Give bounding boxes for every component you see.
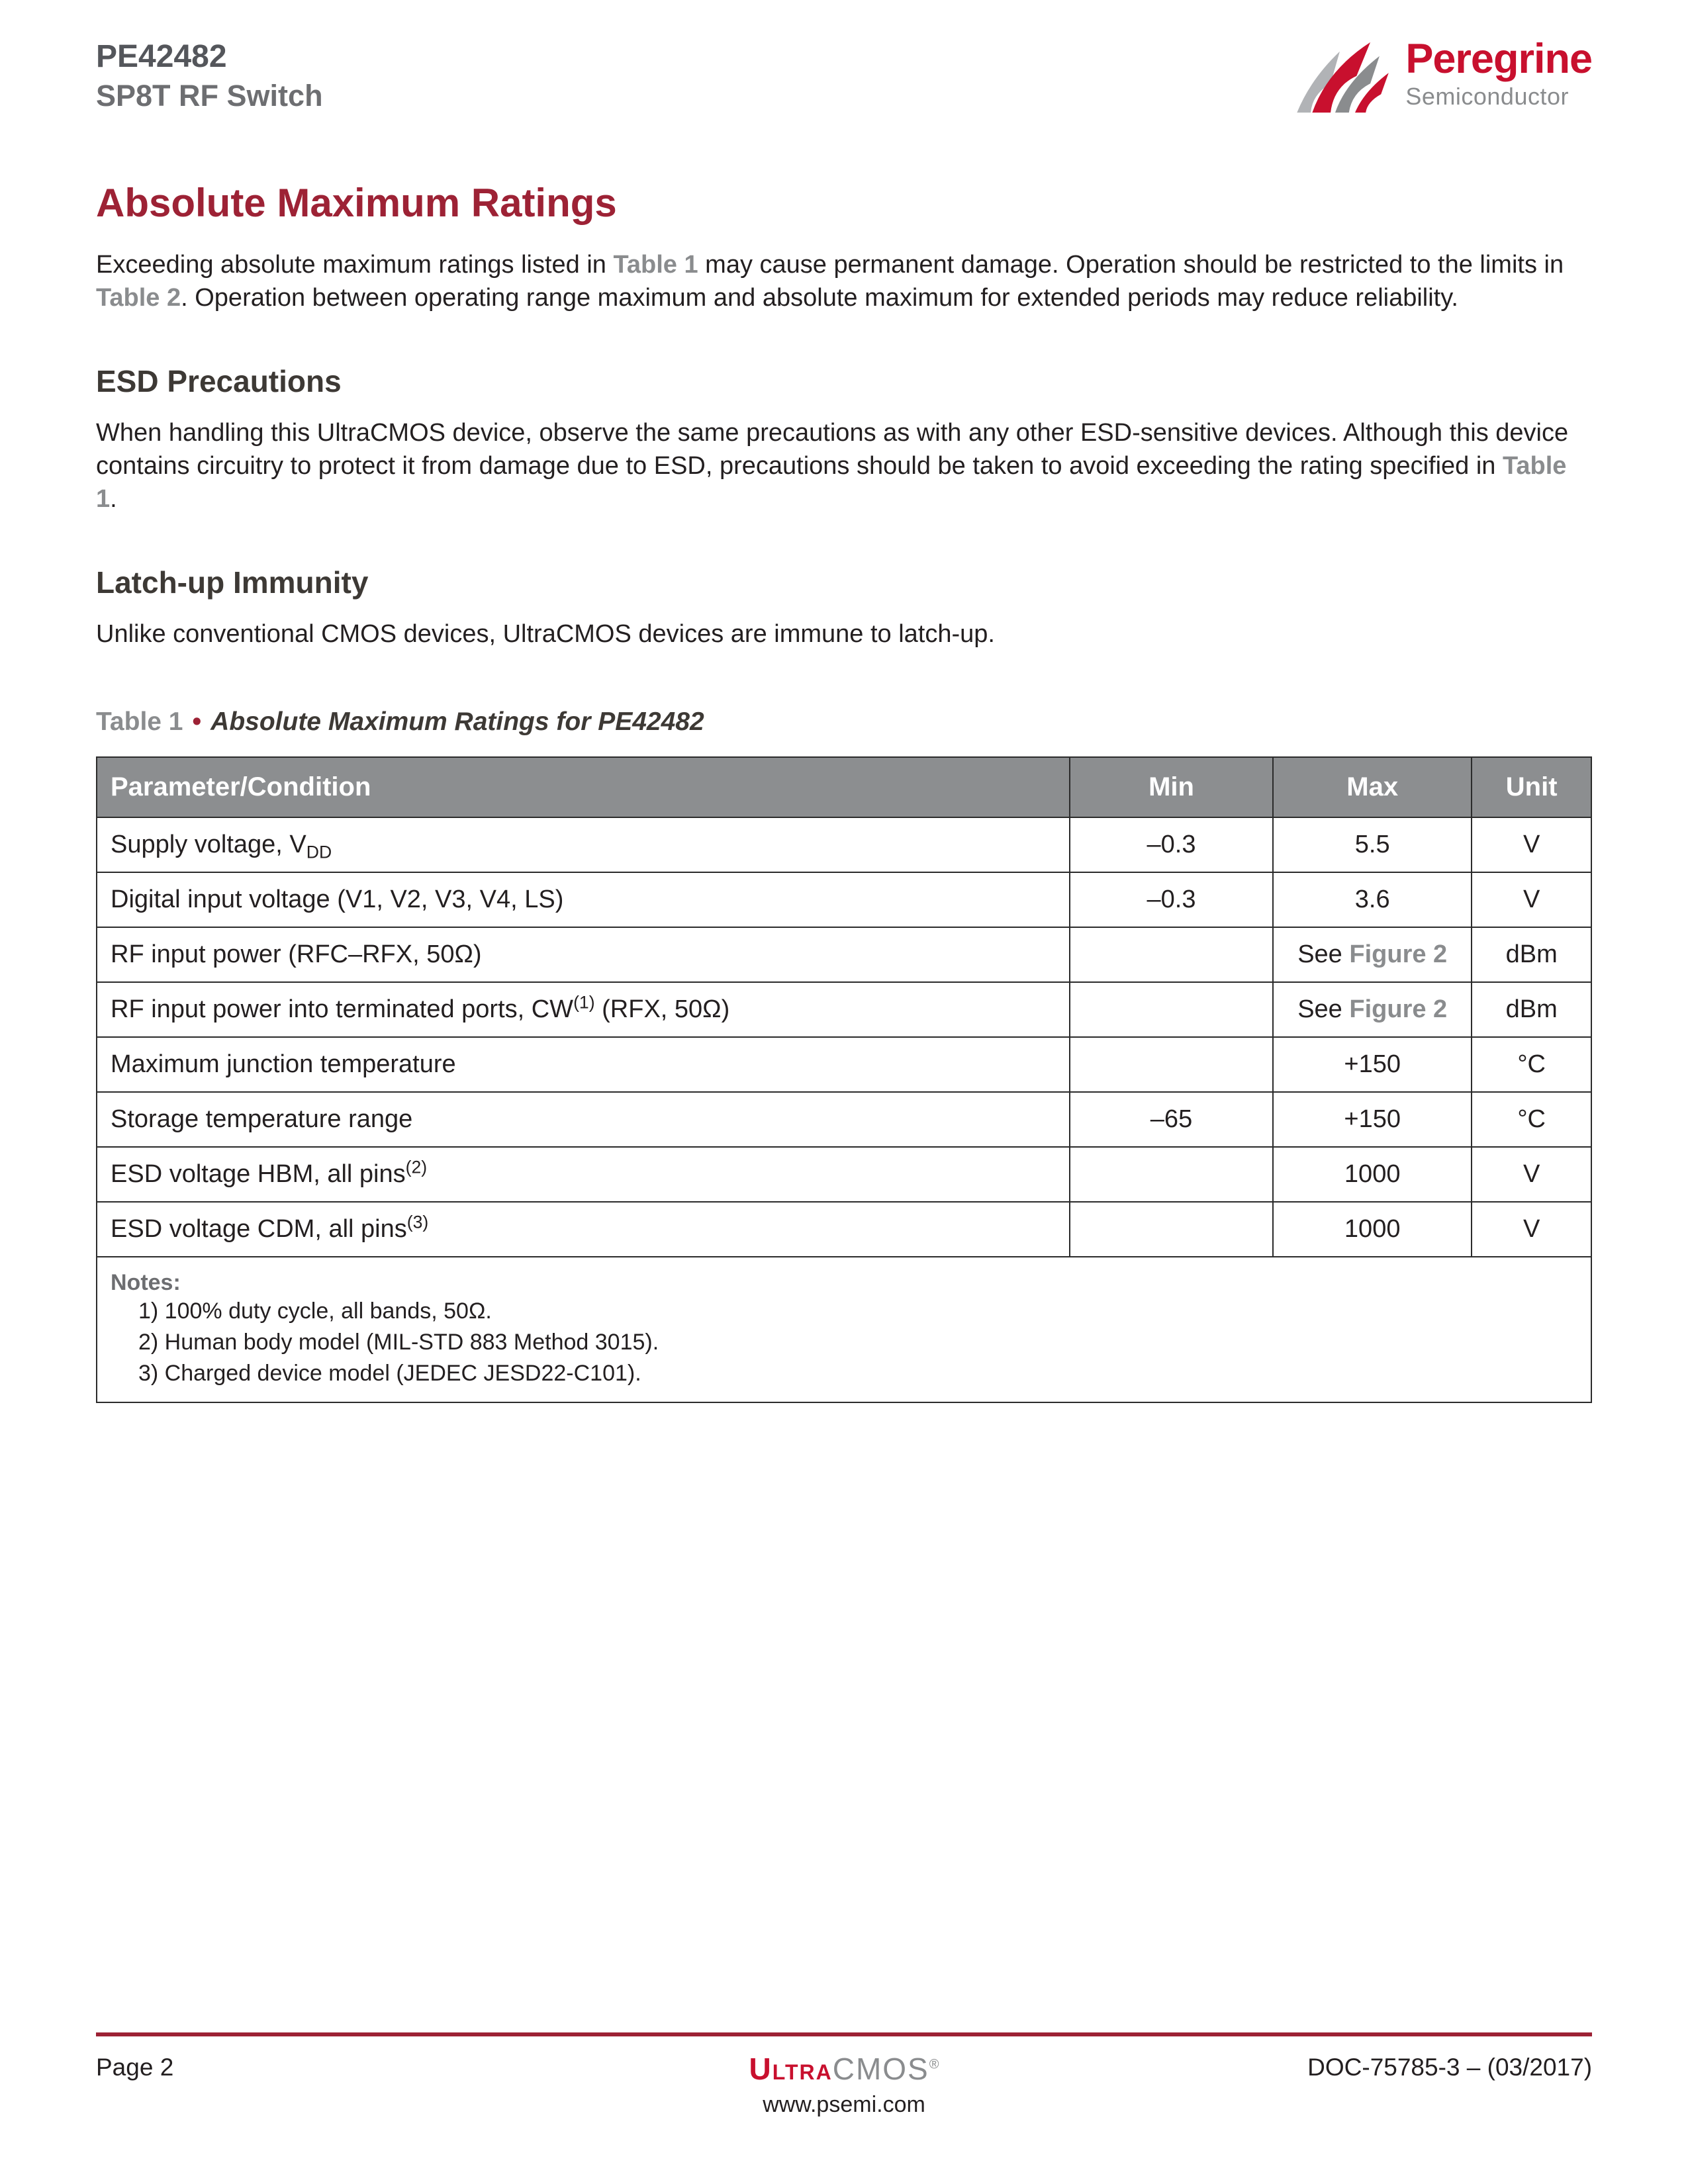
intro-text-3: . Operation between operating range maximum and absolute maximum for extended periods may reduce reliability. <box>181 284 1458 312</box>
max-cell: See Figure 2 <box>1273 982 1472 1037</box>
unit-cell: V <box>1472 872 1591 927</box>
column-header-min: Min <box>1070 757 1273 817</box>
latchup-immunity-heading: Latch-up Immunity <box>96 565 369 600</box>
part-number: PE42482 <box>96 39 227 74</box>
footer-divider <box>96 2032 1592 2036</box>
unit-cell: V <box>1472 817 1591 872</box>
esd-paragraph <box>96 416 1592 516</box>
caption-bullet: • <box>192 707 202 736</box>
parameter-cell: Supply voltage, $V_{DD}$ <box>97 817 1070 872</box>
table-row <box>97 1092 1591 1147</box>
max-cell: 1000 <box>1273 1202 1472 1257</box>
max-cell: 1000 <box>1273 1147 1472 1202</box>
page-title: Absolute Maximum Ratings <box>96 181 617 225</box>
table-row <box>97 817 1591 872</box>
ultracmos-logo-ultra: Ultra <box>749 2052 833 2086</box>
column-header-unit: Unit <box>1472 757 1591 817</box>
peregrine-brand-subtitle: Semiconductor <box>1405 83 1569 110</box>
peregrine-swoosh-icon <box>1295 38 1395 116</box>
max-cell: See Figure 2 <box>1273 927 1472 982</box>
doc-reference: DOC-75785-3 – (03/2017) <box>1307 2054 1593 2081</box>
min-cell <box>1070 1037 1273 1092</box>
parameter-cell: ESD voltage CDM, all pins$^{(3)}$ <box>97 1202 1070 1257</box>
footer-center-block <box>749 2054 939 2118</box>
table-row <box>97 982 1591 1037</box>
esd-table1-reference: Table 1 <box>96 452 1567 513</box>
note-item-3: 3) Charged device model (JEDEC JESD22-C101). <box>138 1361 641 1386</box>
table1-reference: Table 1 <box>613 251 698 279</box>
registered-mark: ® <box>929 2057 939 2072</box>
abs-max-ratings-table <box>96 756 1592 1403</box>
min-cell: –65 <box>1070 1092 1273 1147</box>
unit-cell: dBm <box>1472 982 1591 1037</box>
table2-reference: Table 2 <box>96 284 181 312</box>
unit-cell: V <box>1472 1147 1591 1202</box>
parameter-cell: Maximum junction temperature <box>97 1037 1070 1092</box>
table-row <box>97 1037 1591 1092</box>
ultracmos-logo-cmos: CMOS <box>832 2052 929 2086</box>
page-footer <box>96 2032 1592 2118</box>
unit-cell: °C <box>1472 1092 1591 1147</box>
part-subtitle: SP8T RF Switch <box>96 79 323 113</box>
notes-row <box>97 1257 1591 1402</box>
intro-text-2: may cause permanent damage. Operation should be restricted to the limits in <box>698 251 1564 279</box>
column-header-max: Max <box>1273 757 1472 817</box>
unit-cell: dBm <box>1472 927 1591 982</box>
max-cell: +150 <box>1273 1037 1472 1092</box>
max-cell: 5.5 <box>1273 817 1472 872</box>
table-body <box>97 817 1591 1257</box>
esd-text-2: . <box>110 485 117 513</box>
document-id-block <box>96 38 323 113</box>
parameter-cell: ESD voltage HBM, all pins$^{(2)}$ <box>97 1147 1070 1202</box>
page-header <box>96 0 1592 116</box>
table-caption-title: Absolute Maximum Ratings for PE42482 <box>211 707 704 736</box>
intro-paragraph <box>96 248 1592 314</box>
max-cell: 3.6 <box>1273 872 1472 927</box>
table-caption <box>96 707 1592 737</box>
min-cell: –0.3 <box>1070 872 1273 927</box>
parameter-cell: Storage temperature range <box>97 1092 1070 1147</box>
min-cell: –0.3 <box>1070 817 1273 872</box>
notes-label: Notes: <box>111 1270 181 1295</box>
parameter-cell: RF input power into terminated ports, CW$^{(1)}$ (RFX, 50Ω) <box>97 982 1070 1037</box>
parameter-cell: RF input power (RFC–RFX, 50Ω) <box>97 927 1070 982</box>
notes-cell <box>97 1257 1591 1402</box>
peregrine-logo-text <box>1405 38 1592 111</box>
table-row <box>97 927 1591 982</box>
min-cell <box>1070 982 1273 1037</box>
note-item-2: 2) Human body model (MIL-STD 883 Method 3015). <box>138 1330 659 1355</box>
min-cell <box>1070 927 1273 982</box>
latchup-paragraph: Unlike conventional CMOS devices, UltraCMOS devices are immune to latch-up. <box>96 620 995 648</box>
ultracmos-logo <box>749 2054 939 2084</box>
unit-cell: °C <box>1472 1037 1591 1092</box>
parameter-cell: Digital input voltage (V1, V2, V3, V4, LS) <box>97 872 1070 927</box>
intro-text-1: Exceeding absolute maximum ratings listed in <box>96 251 614 279</box>
table-row <box>97 1147 1591 1202</box>
esd-precautions-heading: ESD Precautions <box>96 364 342 398</box>
table-caption-label: Table 1 <box>96 707 183 736</box>
column-header-parameter: Parameter/Condition <box>97 757 1070 817</box>
table-header-row <box>97 757 1591 817</box>
peregrine-brand-name: Peregrine <box>1405 36 1592 82</box>
note-item-1: 1) 100% duty cycle, all bands, 50Ω. <box>138 1298 492 1324</box>
website-link[interactable]: www.psemi.com <box>763 2092 925 2117</box>
max-cell: +150 <box>1273 1092 1472 1147</box>
table-row <box>97 872 1591 927</box>
unit-cell: V <box>1472 1202 1591 1257</box>
page-number: Page 2 <box>96 2054 174 2081</box>
min-cell <box>1070 1147 1273 1202</box>
peregrine-logo <box>1295 38 1592 116</box>
min-cell <box>1070 1202 1273 1257</box>
esd-text-1: When handling this UltraCMOS device, observe the same precautions as with any other ESD-sensitive devices. Although this device contains circuitry to protect it from damage due to ESD, precautions should be taken to avoid exceeding the rating specified in <box>96 419 1569 480</box>
table-row <box>97 1202 1591 1257</box>
